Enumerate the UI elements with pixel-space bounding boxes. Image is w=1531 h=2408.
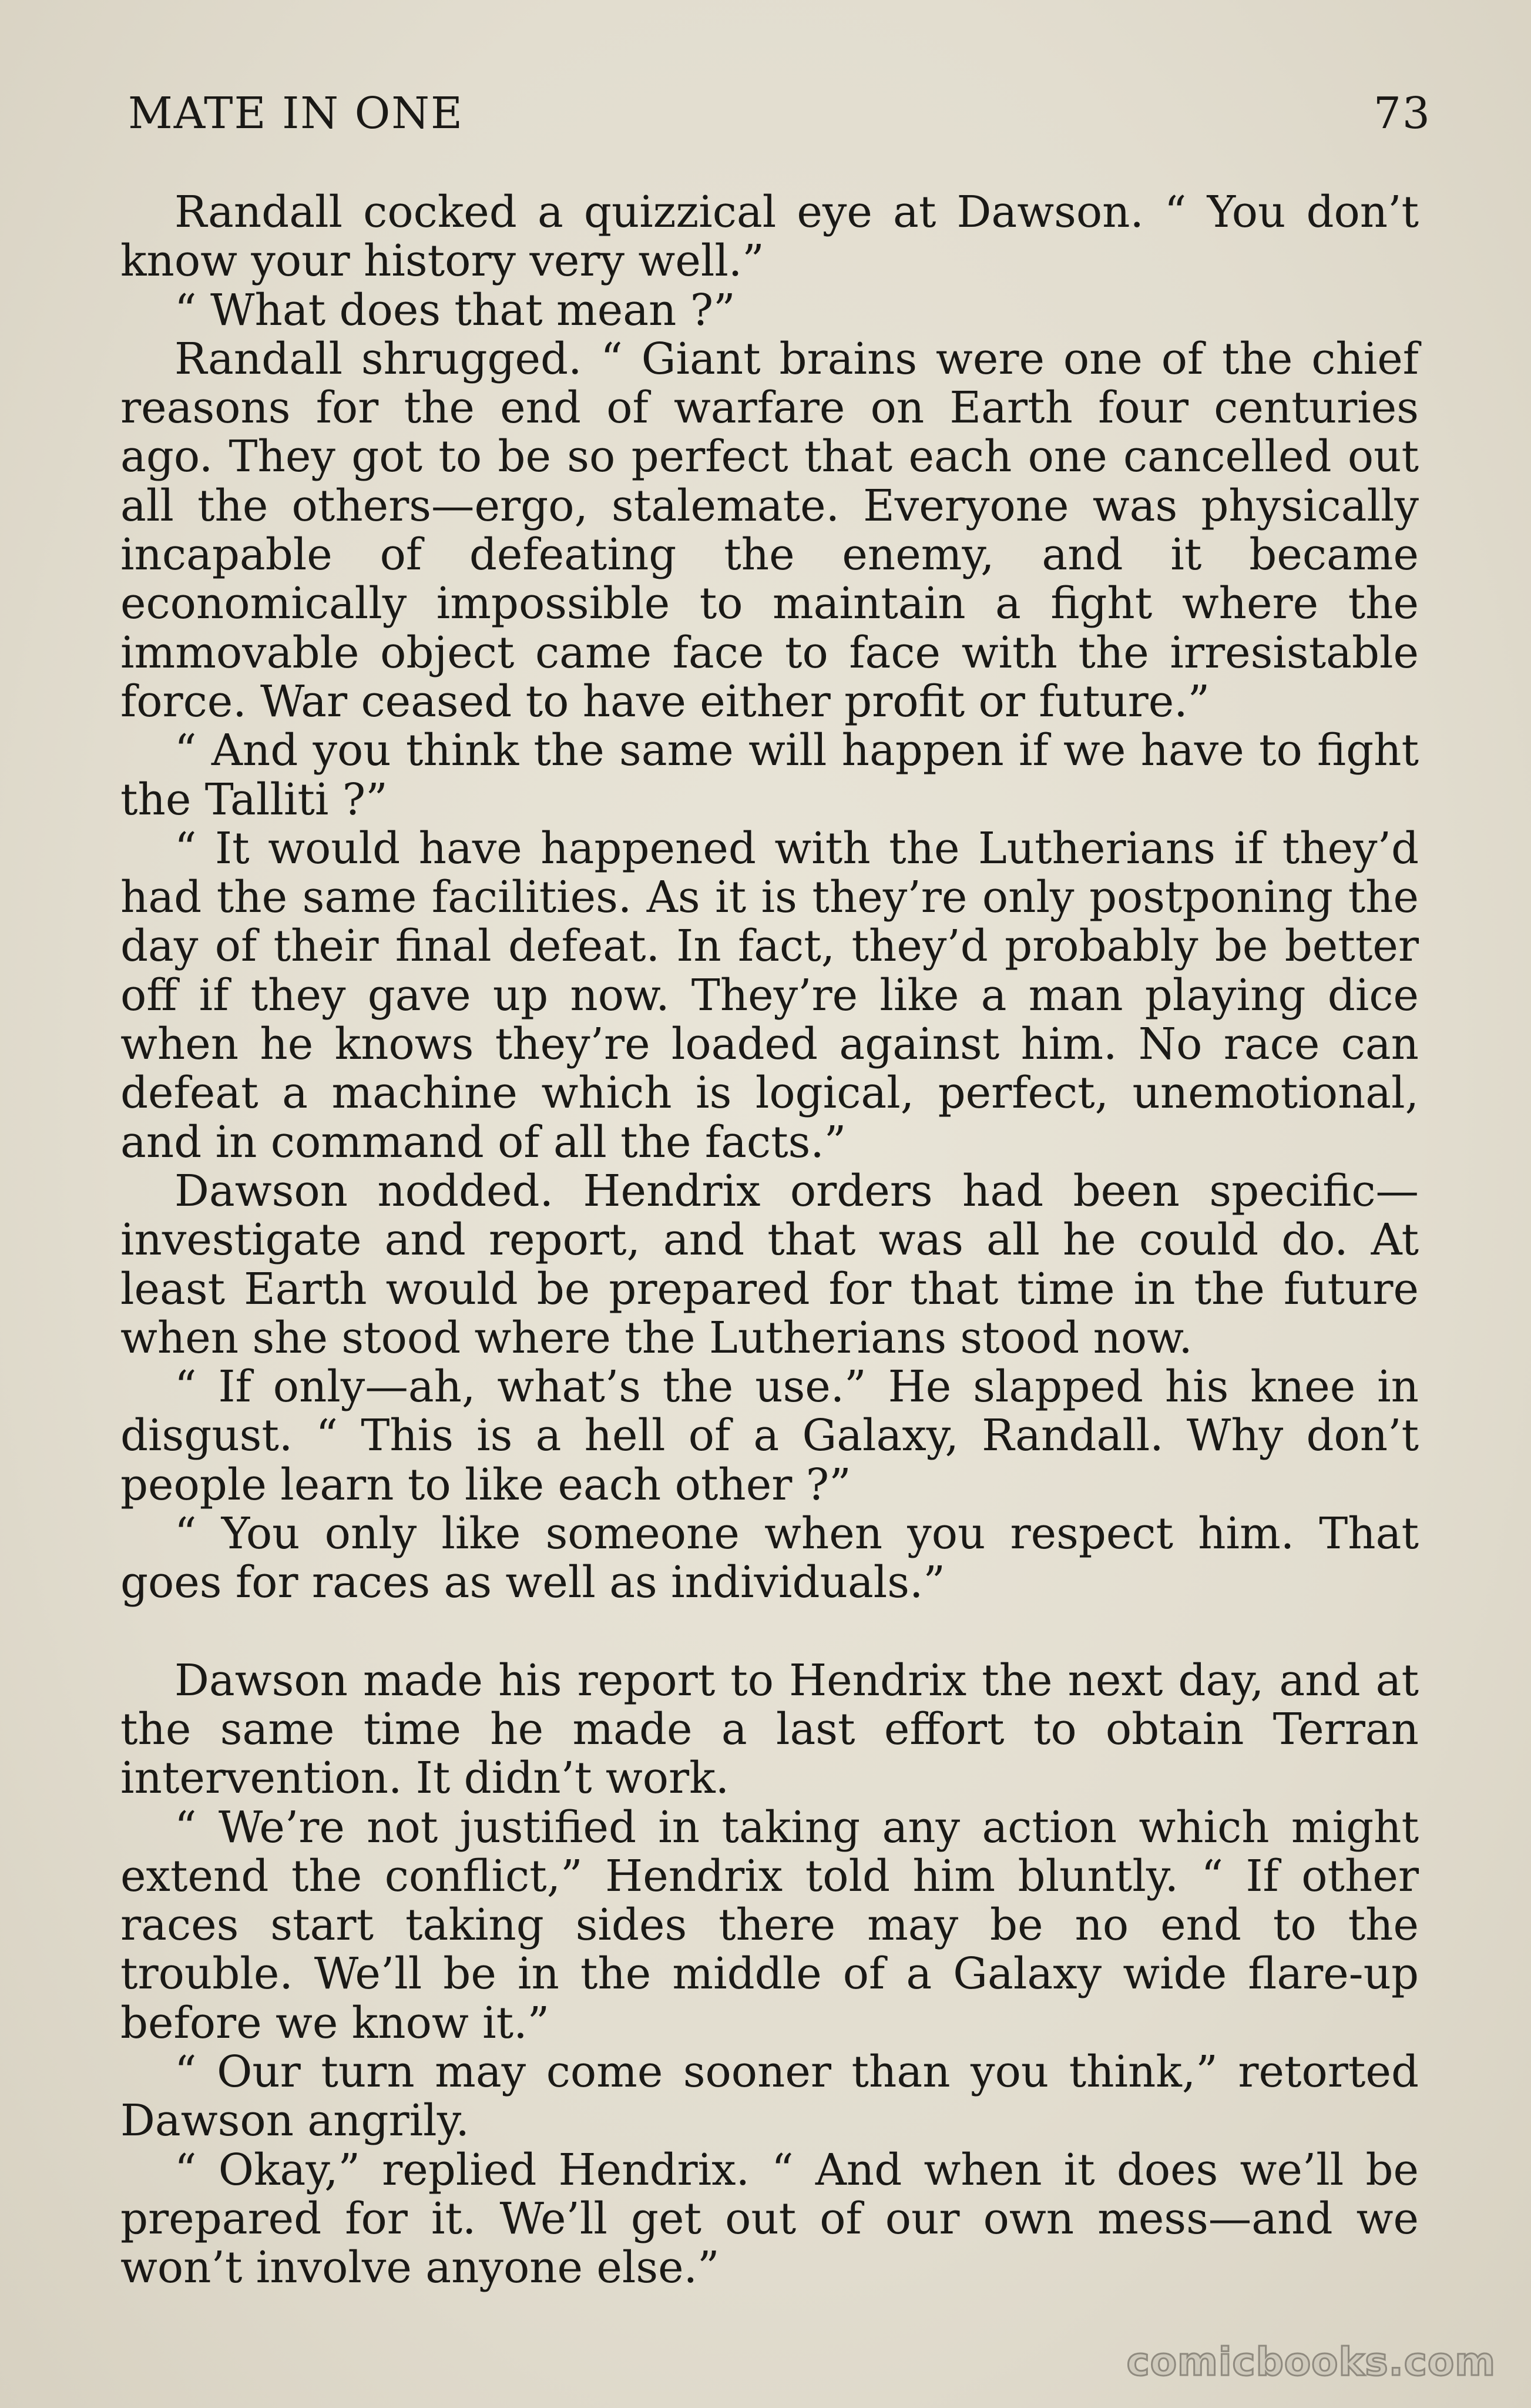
paragraph: “ What does that mean ?” — [174, 285, 736, 336]
running-title: MATE IN ONE — [128, 88, 464, 139]
paragraph: “ Our turn may come sooner than you think,” retorted Dawson angrily. — [120, 2047, 1419, 2147]
paragraph: “ You only like someone when you respect him. That goes for races as well as individuals.” — [120, 1509, 1419, 1608]
paragraph: Randall cocked a quizzical eye at Dawson. “ You don’t know your history very well.” — [120, 187, 1419, 287]
paragraph: “ And you think the same will happen if we have to fight the Talliti ?” — [120, 726, 1419, 825]
paragraph: Randall shrugged. “ Giant brains were one of the chief reasons for the end of warfare on Earth four centuries ago. They got to be so perfect that each one cancelled out all the others—ergo, stalemate. Everyone was physically incapable of defeating the enemy, and it became economically impossible to maintain a fight where the immovable object came face to face with the irresistable force. War ceased to have either profit or future.” — [120, 334, 1419, 727]
paragraph: “ We’re not justified in taking any action which might extend the conflict,” Hendrix told him bluntly. “ If other races start taking sides there may be no end to the trouble. We’ll be in the middle of a Galaxy wide flare-up before we know it.” — [120, 1802, 1419, 2048]
paragraph: “ It would have happened with the Lutherians if they’d had the same facilities. As it is they’re only postponing the day of their final defeat. In fact, they’d probably be better off if they gave up now. They’re like a man playing dice when he knows they’re loaded against him. No race can defeat a machine which is logical, perfect, unemotional, and in command of all the facts.” — [120, 823, 1419, 1168]
paragraph: Dawson made his report to Hendrix the next day, and at the same time he made a last effort to obtain Terran intervention. It didn’t work. — [120, 1655, 1419, 1804]
paragraph: “ Okay,” replied Hendrix. “ And when it does we’ll be prepared for it. We’ll get out of our own mess—and we won’t involve anyone else.” — [120, 2145, 1419, 2293]
running-head — [128, 88, 1431, 153]
watermark: comicbooks.com — [1126, 2339, 1496, 2384]
paragraph: Dawson nodded. Hendrix orders had been specific—investigate and report, and that was all he could do. At least Earth would be prepared for that time in the future when she stood where the Lutherians stood now. — [120, 1166, 1419, 1363]
body-text — [120, 188, 1419, 2292]
page-number: 73 — [1373, 88, 1431, 139]
paragraph: “ If only—ah, what’s the use.” He slapped his knee in disgust. “ This is a hell of a Galaxy, Randall. Why don’t people learn to like each other ?” — [120, 1362, 1419, 1510]
